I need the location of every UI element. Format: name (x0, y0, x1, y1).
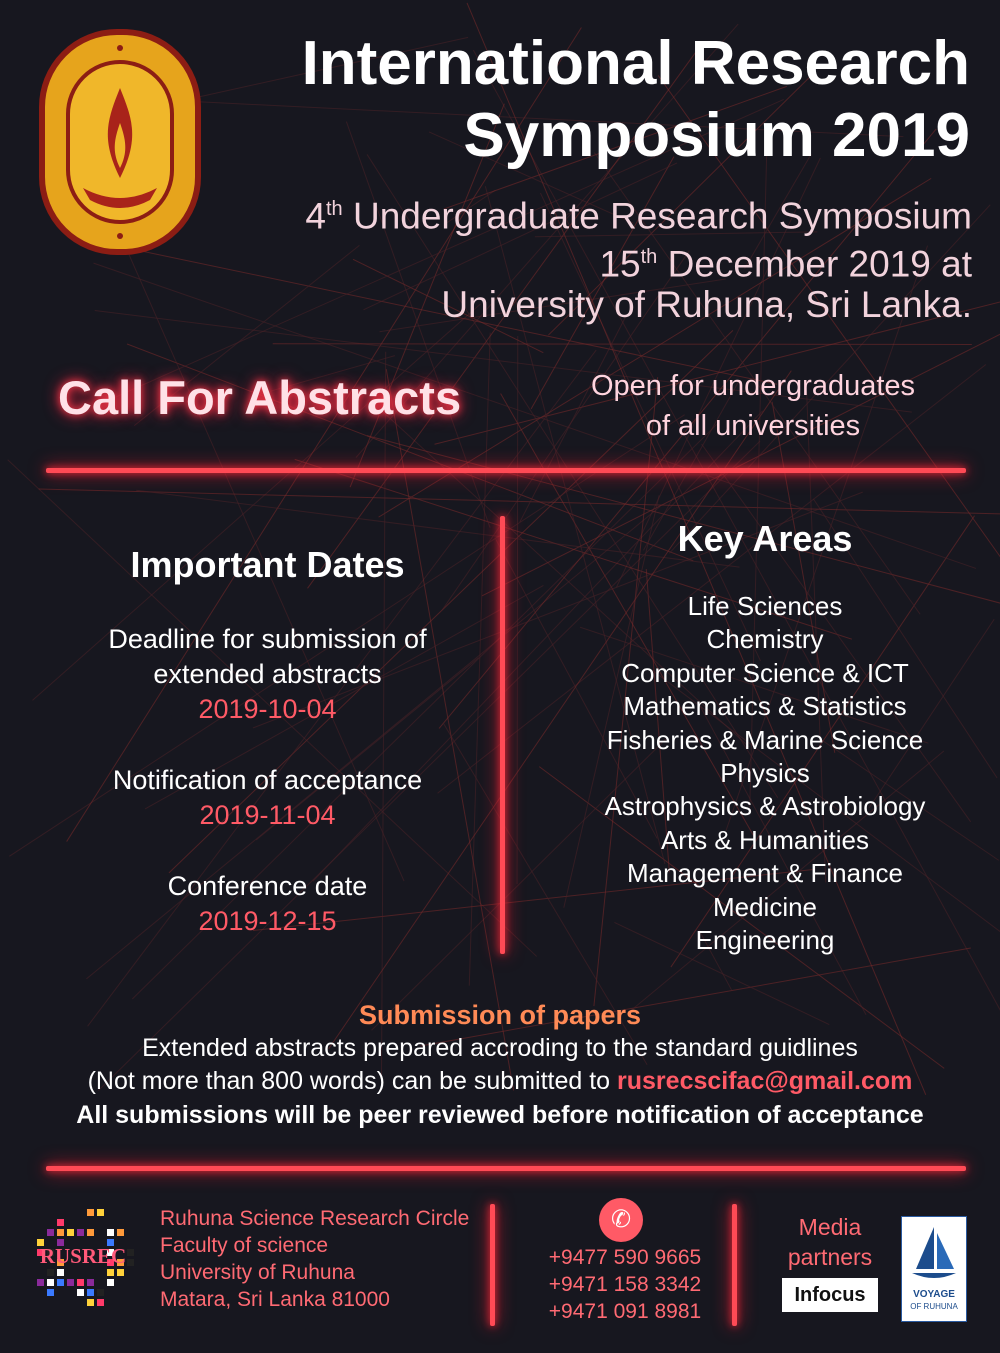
media-partners-label (775, 1212, 885, 1272)
important-dates-heading: Important Dates (130, 544, 405, 585)
date-item-conference (60, 869, 475, 939)
phone-icon: ✆ (599, 1198, 643, 1242)
edition-suffix: th (326, 198, 343, 220)
date-label: Notification of acceptance (112, 765, 423, 795)
submission-line-2 (0, 1065, 1000, 1098)
divider-bottom (46, 1166, 966, 1171)
date-suffix: th (640, 246, 658, 268)
sailboat-icon (908, 1223, 960, 1285)
list-item: Astrophysics & Astrobiology (604, 791, 926, 822)
voyage-title: VOYAGE (913, 1289, 955, 1300)
date-value: 2019-11-04 (199, 800, 336, 830)
subtitle-edition (172, 186, 972, 239)
submission-line-2-text: (Not more than 800 words) can be submitted to (87, 1067, 618, 1095)
date-value: 2019-10-04 (198, 694, 337, 724)
rusrec-logo (26, 1208, 140, 1308)
list-item: Mathematics & Statistics (623, 691, 907, 722)
edition-number: 4 (305, 195, 326, 237)
voyage-partner-logo (901, 1216, 967, 1322)
eligibility-line-1: Open for undergraduates (590, 370, 916, 402)
title-line-2: Symposium 2019 (463, 101, 970, 170)
phone-number[interactable]: +9471 091 8981 (548, 1300, 702, 1323)
list-item: Chemistry (706, 624, 824, 655)
phone-number[interactable]: +9477 590 9665 (548, 1246, 702, 1269)
list-item: Management & Finance (626, 858, 904, 889)
list-item: Medicine (712, 891, 818, 922)
submission-heading: Submission of papers (358, 1000, 642, 1030)
title-line-1: International Research (301, 29, 970, 98)
peer-review-note: All submissions will be peer reviewed before notification of acceptance (76, 1101, 924, 1129)
divider-footer-2 (732, 1204, 737, 1326)
address-line: University of Ruhuna (160, 1261, 355, 1284)
infocus-partner-logo: Infocus (782, 1278, 878, 1312)
address-line: Faculty of science (160, 1234, 329, 1257)
date-day: 15 (599, 243, 641, 285)
symposium-venue: University of Ruhuna, Sri Lanka. (441, 284, 972, 325)
divider-footer-1 (490, 1204, 495, 1326)
phone-number[interactable]: +9471 158 3342 (548, 1273, 702, 1296)
date-label: extended abstracts (153, 659, 382, 689)
submission-line-1: Extended abstracts prepared accroding to the standard guidlines (142, 1034, 858, 1062)
edition-text: Undergraduate Research Symposium (342, 195, 972, 237)
symposium-date (172, 234, 972, 287)
eligibility-line-2: of all universities (645, 410, 861, 442)
symposium-title (210, 28, 970, 172)
organizer-address (160, 1205, 469, 1313)
date-item-deadline (60, 622, 475, 727)
date-text: December 2019 at (657, 243, 972, 285)
key-areas-heading: Key Areas (677, 518, 853, 559)
media-line-2: partners (787, 1244, 873, 1270)
list-item: Fisheries & Marine Science (606, 724, 924, 755)
eligibility-note (548, 366, 958, 446)
submission-email-link[interactable]: rusrecscifac@gmail.com (617, 1067, 913, 1095)
date-label: Deadline for submission of (108, 624, 427, 654)
submission-section (0, 998, 1000, 1132)
list-item: Computer Science & ICT (621, 657, 909, 688)
list-item: Physics (720, 758, 810, 789)
date-item-notification (60, 763, 475, 833)
list-item: Engineering (695, 925, 835, 956)
address-line: Matara, Sri Lanka 81000 (160, 1288, 390, 1311)
date-value: 2019-12-15 (198, 906, 337, 936)
call-for-abstracts-heading: Call For Abstracts (58, 371, 462, 424)
list-item: Life Sciences (687, 591, 843, 621)
rusrec-logo-text: RUSREC (39, 1244, 127, 1268)
divider-top (46, 468, 966, 473)
list-item: Arts & Humanities (660, 824, 870, 855)
address-line: Ruhuna Science Research Circle (160, 1207, 470, 1230)
divider-center-vertical (500, 516, 505, 954)
voyage-subtitle: OF RUHUNA (910, 1302, 958, 1311)
contact-phones (510, 1244, 740, 1325)
date-label: Conference date (167, 871, 368, 901)
key-areas-list (575, 590, 955, 957)
media-line-1: Media (798, 1214, 862, 1240)
